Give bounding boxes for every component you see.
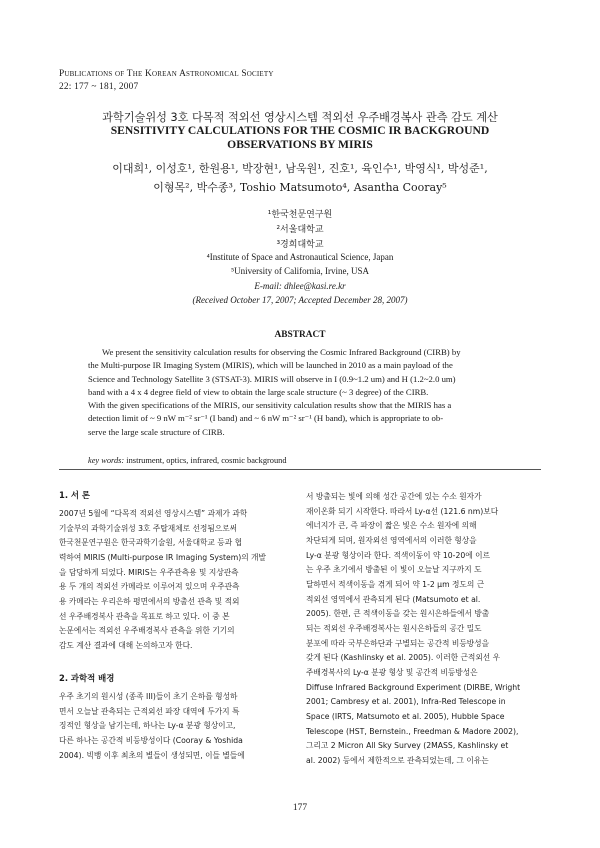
section-2-body: [59, 690, 305, 763]
text-line: 되는 적외선 우주배경복사는 원시은하들의 공간 밀도: [306, 623, 482, 633]
text-line: 재이온화 되기 시작한다. 따라서 Ly-α선 (121.6 nm)보다: [306, 506, 499, 516]
section-1-body: [59, 507, 305, 654]
text-line: al. 2002) 등에서 제한적으로 관측되었는데, 그 이유는: [306, 755, 489, 765]
english-title-line2: OBSERVATIONS BY MIRIS: [227, 138, 373, 151]
keywords: [88, 456, 518, 465]
authors-line1: 이대희¹, 이성호¹, 한원용¹, 박장현¹, 남욱원¹, 진호¹, 육인수¹, 박영식¹, 박성준¹,: [112, 162, 488, 175]
text-line: 적외선 영역에서 관측되게 된다 (Matsumoto et al.: [306, 594, 481, 604]
abstract-line: With the given specifications of the MIRIS, our sensitivity calculation results show that the MIRIS has a: [88, 400, 452, 411]
affiliation-2: ²서울대학교: [276, 225, 324, 235]
volume-pages: 22: 177 ~ 181, 2007: [59, 82, 139, 92]
section-1-heading: 1. 서 론: [59, 490, 91, 500]
text-line: 용 카메라는 우리은하 평면에서의 방출선 관측 및 적외: [59, 596, 240, 606]
text-line: 선 우주배경복사 관측을 목표로 하고 있다. 이 중 본: [59, 611, 230, 621]
text-line: 기술부의 과학기술위성 3호 주탑재체로 선정됨으로써: [59, 523, 238, 533]
text-line: 감도 계산 결과에 대해 논의하고자 한다.: [59, 640, 193, 650]
text-line: 는 우주 초기에서 방출된 이 빛이 오늘날 지구까지 도: [306, 565, 482, 575]
abstract-heading: ABSTRACT: [274, 330, 326, 340]
abstract-line: band with a 4 x 4 degree field of view to obtain the large scale structure (~ 3 degree) of the CIRB.: [88, 386, 429, 397]
text-line: 한국천문연구원은 한국과학기술원, 서울대학교 등과 협: [59, 538, 243, 548]
right-column-body: [306, 490, 552, 768]
text-line: 서 방출되는 빛에 의해 성간 공간에 있는 수소 원자가: [306, 492, 482, 501]
affiliation-1: ¹한국천문연구원: [267, 210, 333, 220]
abstract-body: [88, 346, 512, 439]
text-line: 차단되게 되며, 원자외선 영역에서의 이러한 형상을: [306, 535, 477, 545]
korean-title: 과학기술위성 3호 다목적 적외선 영상시스템 적외선 우주배경복사 관측 감도 계산: [102, 111, 498, 124]
divider-rule: [59, 469, 541, 470]
text-line: 면서 오늘날 관측되는 근적외선 파장 대역에 두가지 특: [59, 706, 240, 716]
keywords-label: key words:: [88, 456, 125, 465]
text-line: 력하여 MIRIS (Multi-purpose IR Imaging System)의 개발: [59, 552, 266, 562]
abstract-line: We present the sensitivity calculation results for observing the Cosmic Infrared Background (CIRB) by: [102, 347, 461, 357]
page-number: 177: [292, 803, 308, 813]
text-line: 2001; Cambresy et al. 2001), Infra-Red Telescope in: [306, 697, 506, 707]
abstract-line: serve the large scale structure of CIRB.: [88, 426, 225, 437]
authors-line2: 이형목², 박수종³, Toshio Matsumoto⁴, Asantha Cooray⁵: [153, 181, 447, 194]
text-line: 2004). 빅뱅 이후 최초의 별들이 생성되면, 이들 별들에: [59, 750, 245, 760]
text-line: 에너지가 큰, 즉 파장이 짧은 빛은 수소 원자에 의해: [306, 521, 477, 531]
text-line: Telescope (HST, Bernstein., Freedman & Madore 2002),: [306, 726, 519, 736]
text-line: 주배경복사의 Ly-α 분광 형상 및 공간적 비등방성은: [306, 667, 478, 677]
abstract-line: detection limit of ~ 9 nW m⁻² sr⁻¹ (I band) and ~ 6 nW m⁻² sr⁻¹ (H band), which is appropriate to ob-: [88, 413, 444, 424]
text-line: 용 두 개의 적외선 카메라로 이루어져 있으며 우주관측: [59, 582, 240, 592]
journal-name: Publications of The Korean Astronomical Society: [59, 69, 274, 79]
text-line: Ly-α 분광 형상이라 한다. 적색이동이 약 10-20에 이르: [306, 550, 490, 560]
text-line: 분포에 따라 국부은하단과 구별되는 공간적 비등방성을: [306, 638, 490, 648]
text-line: 그리고 2 Micron All Sky Survey (2MASS, Kashlinsky et: [306, 741, 509, 751]
text-line: Diffuse Infrared Background Experiment (DIRBE, Wright: [306, 682, 521, 692]
received-dates: (Received October 17, 2007; Accepted December 28, 2007): [192, 295, 408, 305]
affiliation-5: ⁵University of California, Irvine, USA: [230, 266, 370, 276]
abstract-line: Science and Technology Satellite 3 (STSAT-3). MIRIS will observe in I (0.9~1.2 um) and H (1.2~2.0 um): [88, 373, 456, 384]
text-line: 우주 초기의 원시성 (종족 III)들이 초기 은하를 형성하: [59, 692, 238, 701]
english-title-line1: SENSITIVITY CALCULATIONS FOR THE COSMIC IR BACKGROUND: [110, 124, 490, 137]
email: E-mail: dhlee@kasi.re.kr: [254, 281, 346, 291]
affiliation-4: ⁴Institute of Space and Astronautical Science, Japan: [206, 252, 394, 262]
text-line: 2005). 한편, 큰 적색이동을 갖는 원시은하들에서 방출: [306, 609, 490, 619]
text-line: 논문에서는 적외선 우주배경복사 관측을 위한 기기의: [59, 626, 235, 636]
text-line: 달하면서 적색이동을 겪게 되어 약 1-2 µm 정도의 근: [306, 579, 485, 589]
text-line: 갖게 된다 (Kashlinsky et al. 2005). 이러한 근적외선 우: [306, 653, 501, 663]
text-line: 2007년 5월에 “다목적 적외선 영상시스템” 과제가 과학: [59, 509, 248, 518]
text-line: 징적인 형상을 남기는데, 하나는 Ly-α 분광 형상이고,: [59, 721, 236, 731]
keywords-text: instrument, optics, infrared, cosmic background: [126, 456, 287, 465]
text-line: 다른 하나는 공간적 비등방성이다 (Cooray & Yoshida: [59, 735, 243, 745]
text-line: 을 담당하게 되었다. MIRIS는 우주관측용 및 지상관측: [59, 567, 239, 577]
text-line: Space (IRTS, Matsumoto et al. 2005), Hubble Space: [306, 711, 505, 721]
affiliation-3: ³경희대학교: [276, 240, 324, 250]
section-2-heading: 2. 과학적 배경: [59, 673, 115, 683]
abstract-line: the Multi-purpose IR Imaging System (MIRIS), which will be launched in 2010 as a main payload of the: [88, 360, 453, 371]
